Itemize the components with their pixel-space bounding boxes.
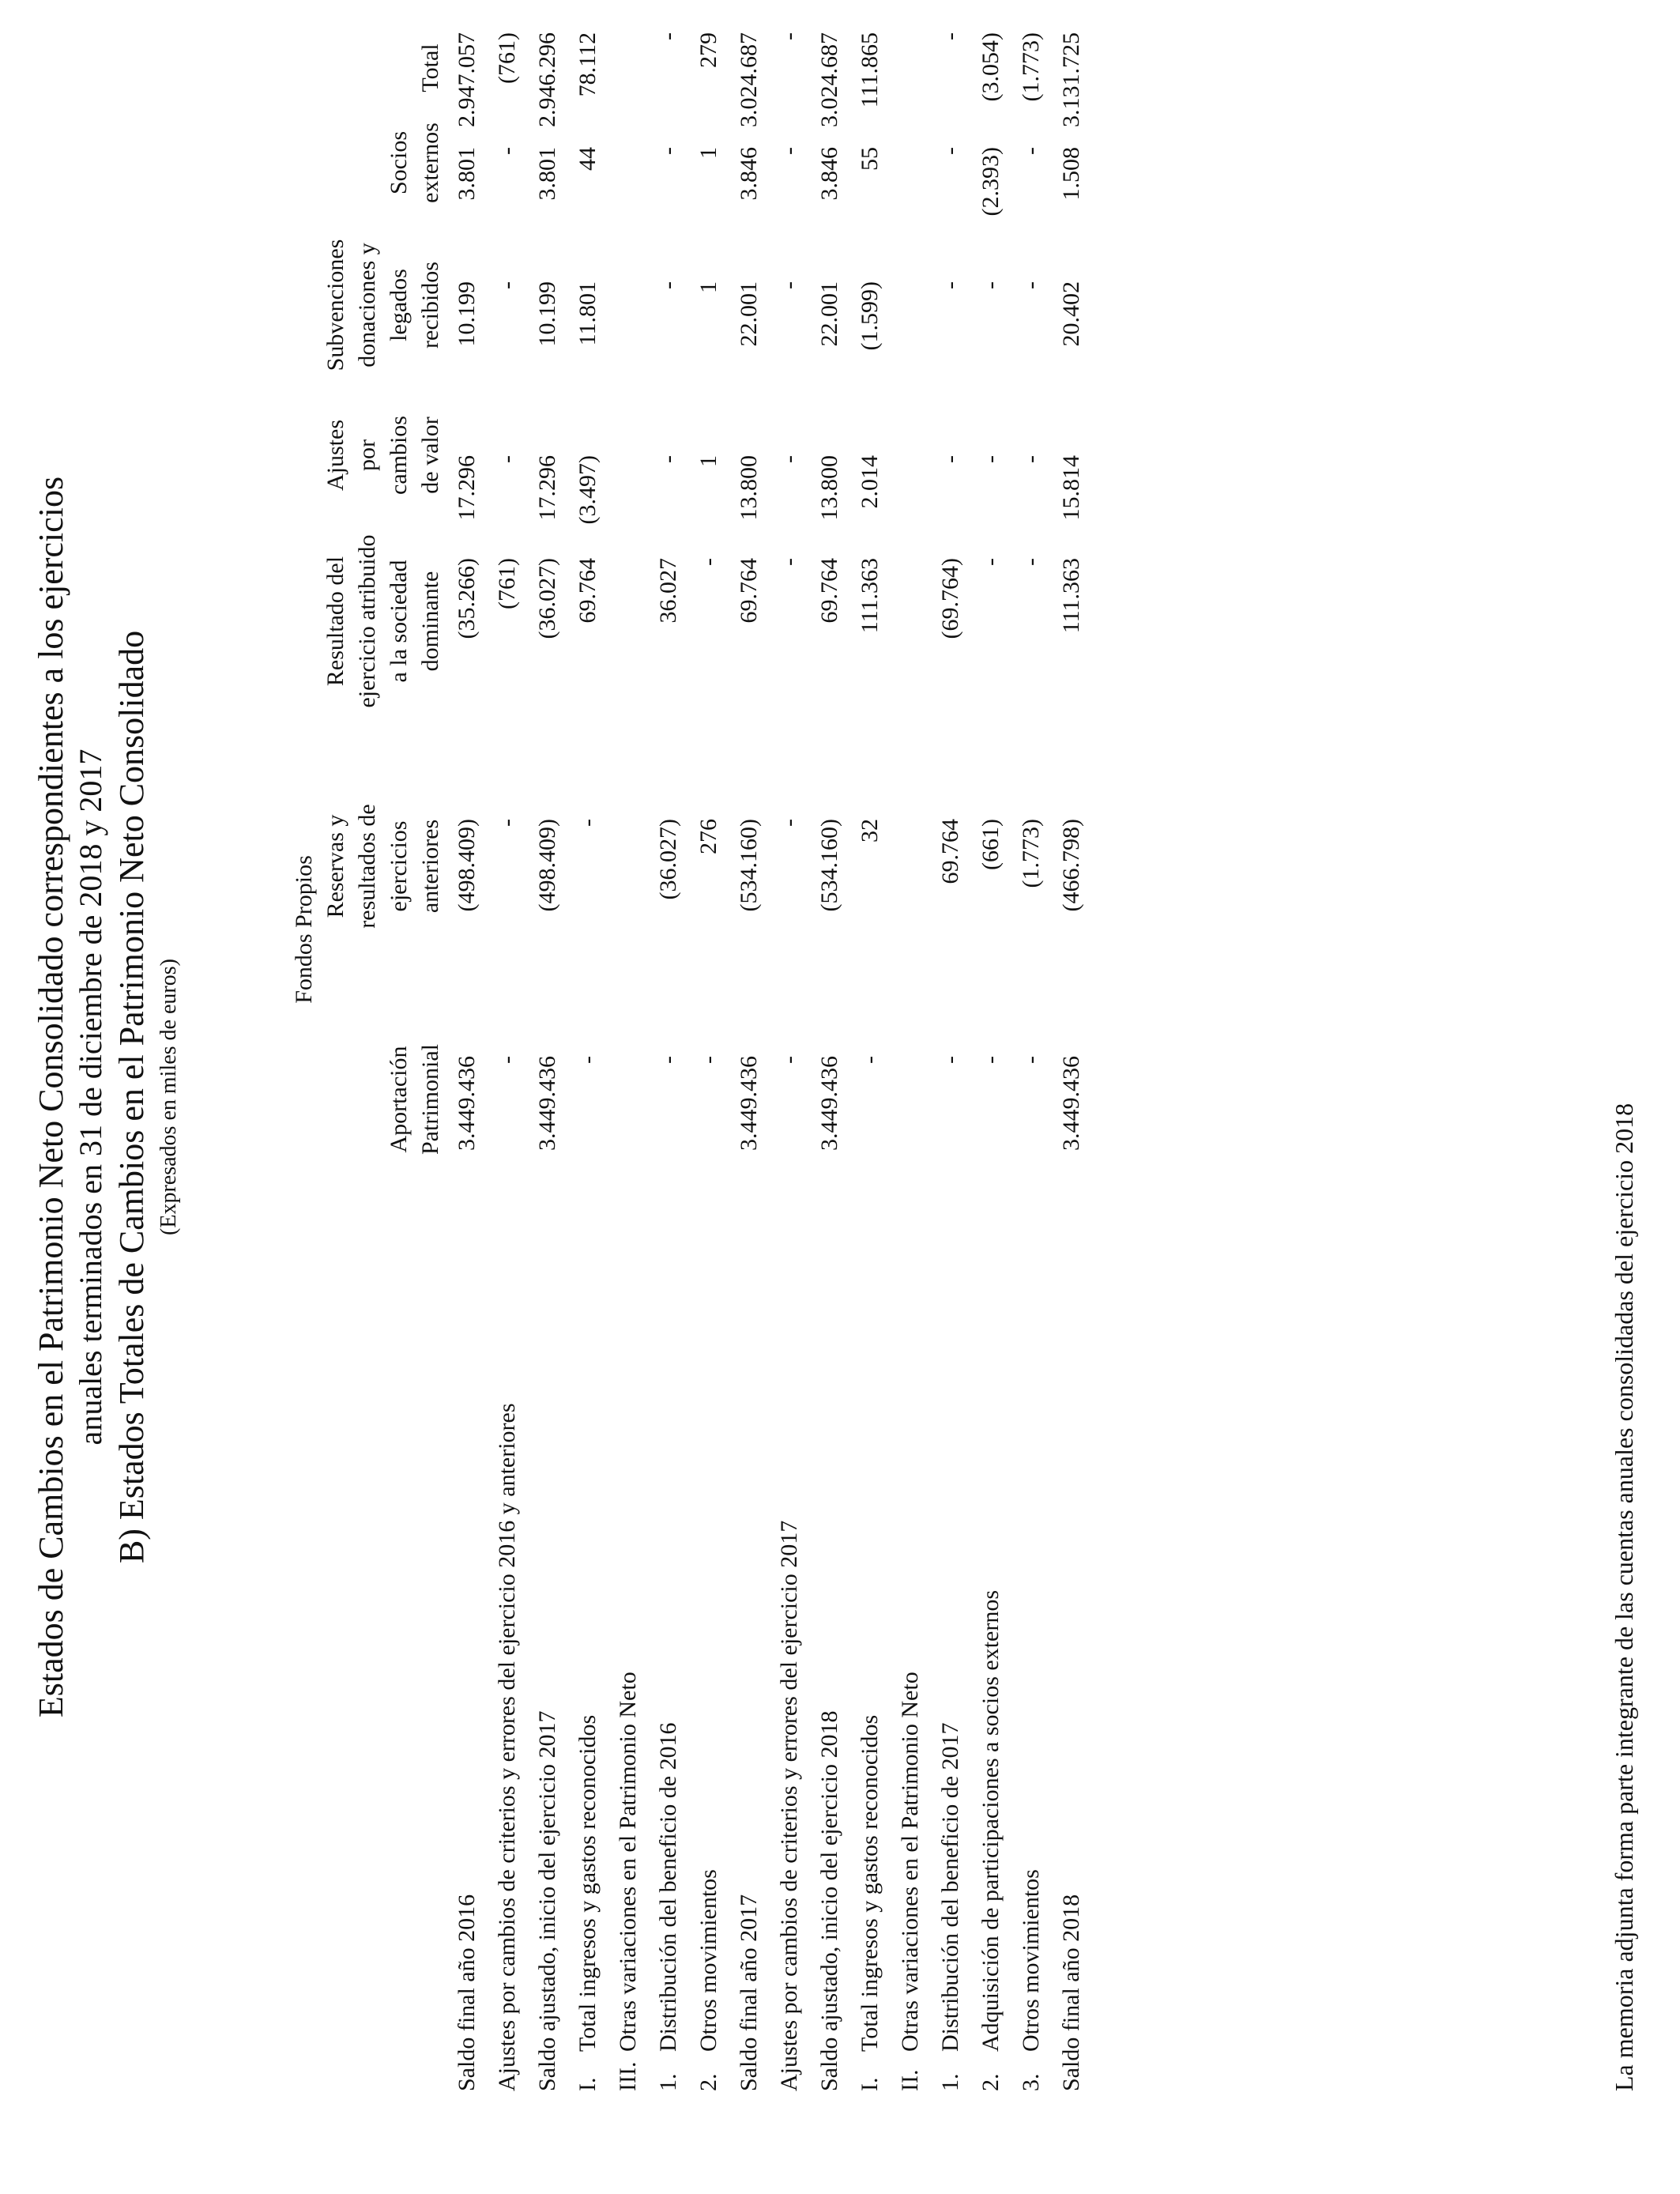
row-label-cell (970, 1174, 1011, 2091)
row-number: I. (574, 2077, 601, 2091)
value-cell: - (776, 32, 802, 40)
value-cell (608, 819, 648, 1056)
value-cell: - (977, 455, 1004, 463)
value-cell (608, 1056, 648, 1174)
row-label: Otros movimientos (1018, 1869, 1044, 2052)
value-cell: 3.801 (454, 147, 480, 201)
value-cell: - (977, 281, 1004, 289)
value-cell: 1 (695, 147, 721, 159)
value-cell: 69.764 (736, 558, 762, 624)
value-cell: 2.947.057 (454, 32, 480, 127)
value-cell: - (1018, 147, 1044, 155)
value-cell: - (1018, 558, 1044, 566)
value-cell: 15.814 (1058, 455, 1084, 521)
title-units: (Expresados en miles de euros) (156, 959, 181, 1235)
value-cell: 3.449.436 (534, 1056, 560, 1151)
value-cell: 3.449.436 (454, 1056, 480, 1151)
table-row (1011, 32, 1051, 2091)
value-cell (890, 558, 930, 819)
col-header-ajustes: Ajustes por cambios de valor (322, 416, 443, 495)
value-cell: (1.599) (857, 281, 883, 351)
value-cell: - (937, 147, 963, 155)
value-cell: - (494, 1056, 520, 1064)
col-header-total: Total (417, 43, 443, 92)
value-cell: - (857, 1056, 883, 1064)
value-cell: - (937, 281, 963, 289)
table-row (970, 32, 1011, 2091)
value-cell: - (776, 819, 802, 827)
table-row (487, 32, 527, 2091)
row-label: Total ingresos y gastos reconocidos (574, 1714, 601, 2052)
value-cell: 69.764 (937, 819, 963, 884)
value-cell: (761) (494, 32, 520, 84)
table-row (608, 32, 648, 2091)
value-cell (890, 32, 930, 147)
value-cell: 13.800 (816, 455, 842, 521)
row-label-cell (608, 1174, 648, 2091)
value-cell: 10.199 (534, 281, 560, 347)
value-cell: - (494, 455, 520, 463)
value-cell: - (937, 1056, 963, 1064)
row-label-cell (769, 1174, 809, 2091)
row-label-cell (527, 1174, 567, 2091)
row-label: Total ingresos y gastos reconocidos (857, 1714, 883, 2052)
table-row (890, 32, 930, 2091)
value-cell: 11.801 (574, 281, 601, 346)
value-cell: - (977, 558, 1004, 566)
value-cell: 17.296 (454, 455, 480, 521)
row-label: Saldo final año 2016 (454, 1894, 480, 2091)
value-cell (608, 558, 648, 819)
value-cell: - (776, 281, 802, 289)
value-cell: 3.024.687 (736, 32, 762, 127)
row-number: 3. (1018, 2073, 1044, 2091)
value-cell: - (977, 1056, 1004, 1064)
value-cell: (761) (494, 558, 520, 609)
value-cell: 22.001 (736, 281, 762, 347)
value-cell: - (695, 558, 721, 566)
value-cell: 3.449.436 (1058, 1056, 1084, 1151)
row-label-cell (729, 1174, 769, 2091)
row-number: III. (615, 2061, 641, 2091)
value-cell: 3.801 (534, 147, 560, 201)
value-cell: - (1018, 455, 1044, 463)
value-cell: - (574, 1056, 601, 1064)
value-cell: (466.798) (1058, 819, 1084, 912)
row-label-cell (688, 1174, 729, 2091)
row-label-cell (890, 1174, 930, 2091)
value-cell: 22.001 (816, 281, 842, 347)
table-row (809, 32, 849, 2091)
table-row (930, 32, 970, 2091)
value-cell: 69.764 (574, 558, 601, 624)
table-row (729, 32, 769, 2091)
value-cell: 55 (857, 147, 883, 171)
table-row (446, 32, 487, 2091)
value-cell: - (655, 147, 681, 155)
row-label-cell (1011, 1174, 1051, 2091)
title-line-3: B) Estados Totales de Cambios en el Patrimonio Neto Consolidado (112, 630, 151, 1564)
value-cell (890, 819, 930, 1056)
value-cell (608, 32, 648, 147)
value-cell: (498.409) (454, 819, 480, 912)
value-cell: (498.409) (534, 819, 560, 912)
value-cell (890, 455, 930, 558)
row-label-cell (446, 1174, 487, 2091)
value-cell: 1.508 (1058, 147, 1084, 201)
table-row (567, 32, 608, 2091)
value-cell: 2.946.296 (534, 32, 560, 127)
row-label: Otras variaciones en el Patrimonio Neto (897, 1672, 923, 2052)
col-header-aportacion: Aportación Patrimonial (386, 1044, 443, 1155)
value-cell: 3.449.436 (736, 1056, 762, 1151)
value-cell: - (1018, 281, 1044, 289)
value-cell: 17.296 (534, 455, 560, 521)
table-row (648, 32, 688, 2091)
row-label-cell (930, 1174, 970, 2091)
title-line-2: anuales terminados en 31 de diciembre de 2018 y 2017 (73, 748, 108, 1446)
value-cell: 279 (695, 32, 721, 68)
row-label-cell (567, 1174, 608, 2091)
value-cell: - (494, 819, 520, 827)
value-cell: - (655, 32, 681, 40)
value-cell: - (494, 281, 520, 289)
row-label: Distribución del beneficio de 2017 (937, 1722, 963, 2052)
value-cell: 13.800 (736, 455, 762, 521)
value-cell: (534.160) (736, 819, 762, 912)
value-cell: 3.846 (816, 147, 842, 201)
value-cell (608, 281, 648, 455)
value-cell: (36.027) (534, 558, 560, 639)
value-cell: (1.773) (1018, 819, 1044, 888)
value-cell: - (776, 558, 802, 566)
value-cell: (3.054) (977, 32, 1004, 102)
row-number: I. (857, 2077, 883, 2091)
row-number: 2. (695, 2073, 721, 2091)
value-cell: - (494, 147, 520, 155)
row-label: Distribución del beneficio de 2016 (655, 1722, 681, 2052)
value-cell: 3.449.436 (816, 1056, 842, 1151)
col-header-reservas: Reservas y resultados de ejercicios anteriores (322, 804, 443, 929)
value-cell: (35.266) (454, 558, 480, 639)
title-line-1: Estados de Cambios en el Patrimonio Neto Consolidado correspondientes a los ejercicios (32, 476, 70, 1718)
value-cell (890, 147, 930, 281)
value-cell: 44 (574, 147, 601, 171)
value-cell: 276 (695, 819, 721, 854)
value-cell: - (776, 1056, 802, 1064)
table-row (527, 32, 567, 2091)
value-cell: 111.363 (857, 558, 883, 634)
row-number: 1. (937, 2073, 963, 2091)
value-cell: (534.160) (816, 819, 842, 912)
value-cell: (3.497) (574, 455, 601, 525)
row-label: Saldo ajustado, inicio del ejercicio 2017 (534, 1710, 560, 2091)
row-label: Saldo final año 2018 (1058, 1894, 1084, 2091)
row-label: Otras variaciones en el Patrimonio Neto (615, 1672, 641, 2052)
value-cell (890, 281, 930, 455)
row-number: II. (897, 2069, 923, 2091)
value-cell: (661) (977, 819, 1004, 870)
equity-changes-table (446, 32, 1091, 2091)
value-cell: - (937, 455, 963, 463)
value-cell: 36.027 (655, 558, 681, 624)
value-cell (890, 1056, 930, 1174)
value-cell: (69.764) (937, 558, 963, 639)
value-cell: 32 (857, 819, 883, 843)
row-label-cell (648, 1174, 688, 2091)
value-cell: 10.199 (454, 281, 480, 347)
value-cell: 111.363 (1058, 558, 1084, 634)
row-label: Saldo final año 2017 (736, 1894, 762, 2091)
value-cell: - (655, 281, 681, 289)
value-cell: 111.865 (857, 32, 883, 108)
row-label: Ajustes por cambios de criterios y errores del ejercicio 2016 y anteriores (494, 1403, 520, 2091)
value-cell: 69.764 (816, 558, 842, 624)
value-cell: - (937, 32, 963, 40)
col-header-resultado: Resultado del ejercicio atribuido a la sociedad dominante (322, 534, 443, 708)
value-cell: 3.846 (736, 147, 762, 201)
value-cell: 1 (695, 455, 721, 467)
value-cell: (2.393) (977, 147, 1004, 217)
row-label-cell (809, 1174, 849, 2091)
value-cell: 1 (695, 281, 721, 293)
value-cell: (1.773) (1018, 32, 1044, 102)
value-cell: 3.131.725 (1058, 32, 1084, 127)
value-cell: - (776, 455, 802, 463)
col-header-subvenciones: Subvenciones donaciones y legados recibidos (322, 239, 443, 371)
row-label: Otros movimientos (695, 1869, 721, 2052)
value-cell: - (574, 819, 601, 827)
value-cell: - (655, 1056, 681, 1064)
value-cell: 20.402 (1058, 281, 1084, 347)
value-cell: (36.027) (655, 819, 681, 900)
value-cell: 3.024.687 (816, 32, 842, 127)
table-row (1051, 32, 1091, 2091)
col-header-socios: Socios externos (386, 123, 443, 203)
value-cell: - (655, 455, 681, 463)
value-cell: - (776, 147, 802, 155)
row-label: Ajustes por cambios de criterios y errores del ejercicio 2017 (776, 1520, 802, 2091)
table-row (688, 32, 729, 2091)
row-label-cell (487, 1174, 527, 2091)
row-label: Saldo ajustado, inicio del ejercicio 2018 (816, 1710, 842, 2091)
value-cell (608, 455, 648, 558)
row-label-cell (849, 1174, 890, 2091)
value-cell: - (1018, 1056, 1044, 1064)
value-cell (608, 147, 648, 281)
row-number: 2. (977, 2073, 1004, 2091)
row-label: Adquisición de participaciones a socios externos (977, 1589, 1004, 2052)
footer-note: La memoria adjunta forma parte integrante de las cuentas anuales consolidadas del ejercicio 2018 (1610, 1103, 1638, 2091)
row-number: 1. (655, 2073, 681, 2091)
value-cell: 2.014 (857, 455, 883, 509)
value-cell: 78.112 (574, 32, 601, 97)
table-row (849, 32, 890, 2091)
table-row (769, 32, 809, 2091)
group-header-fondos-propios: Fondos Propios (291, 855, 317, 1004)
row-label-cell (1051, 1174, 1091, 2091)
value-cell: - (695, 1056, 721, 1064)
